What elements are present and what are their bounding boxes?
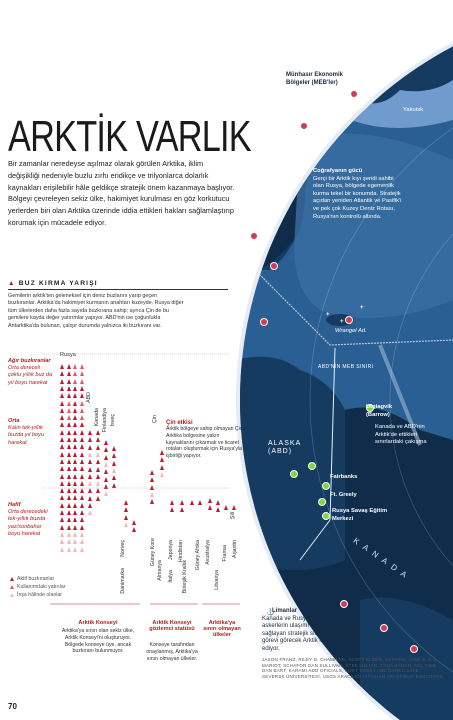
country-label: Almanya — [157, 560, 163, 581]
race-title: ▲ BUZ KIRMA YARIŞI — [8, 280, 98, 287]
country-label: Şili — [230, 512, 236, 520]
meb-annotation — [286, 72, 366, 125]
legend-active-icon — [10, 577, 14, 581]
country-label: Güney Afrika — [195, 540, 201, 571]
port-pin — [260, 318, 268, 326]
geo-text: Gerçi bir Arktik kıyı şeridi sahibi olan Rusya, bölgede egemenlik kurma tekel bir konumda. Stratejik açıdan yeniden Atlantik ve Pasifik'i ve pek çok Kuzey Deniz Rotası, Rusya'nın kontrolü altında. — [313, 175, 402, 220]
country-label: Finlandiya — [102, 408, 108, 433]
fairbanks-label: Fairbanks — [330, 474, 358, 480]
base-marker: + — [360, 305, 364, 311]
race-text: Gemilerin arktik'ten geleneksel için deniz buzlarını yarıp geçen buzkıranlar. Arktika'da hakimiyet kurmanın anahtarı kuzeyde. Rusya diğer tüm ülkelerden daha fazla sayıda buzkırana sahip; ayrıca Çin de bu gemilere kayda değer yatırımlar yapıyor. ABD'nin ise çoğunlukla Antarktika'da bulunan, çalışır durumda yalnızca iki buzkıranı var. — [8, 293, 184, 329]
china-title: Çin etkisi — [166, 420, 193, 426]
china-note — [166, 420, 248, 460]
port-pin — [380, 624, 388, 632]
country-label: Birleşik Krallık — [182, 560, 188, 594]
category-medium-name: Orta — [8, 418, 20, 424]
country-label: Norveç — [120, 540, 126, 557]
category-heavy-desc: Orta dereceli çoklu yıllık buz da yıl boyu harekat — [8, 365, 53, 386]
wrangel-pin — [345, 316, 353, 324]
overlap-label: Kanada ve ABD'nin Arktik'de ettikleri sınırlardaki çakışma — [375, 424, 427, 446]
anchor-icon: ⚓ — [266, 609, 275, 616]
port-pin — [410, 645, 418, 653]
credits: JASON FRANZ, RILEY D. CHAMPINE, SCOTT ELDER, KATRINA, JANE S. & S. MARIOT; SCHAFOR DAN SULLIVAN, STEE LILLIAN, ZOHA ZAMAN, SEL TIME, DAN BART, KARAMI ADD OFICIALS, KURT YOCKY ABD DARES SAFE, SEVERSK ÜNİVERSİTESİ, USGS ARACILIĞI İSTİAHAN ARAŞTIRMA ENSTİTÜSÜ — [262, 657, 444, 679]
greely-pin — [318, 498, 326, 506]
legend-active — [10, 576, 54, 582]
fairbanks-pin — [322, 482, 330, 490]
group-observer-title: Arktik Konseyi gözlemci statüsü — [149, 620, 195, 632]
meb-text: Ülkeler, kıyılarından en fazla 200 deniz mili uzaklıktaki deniz yatakları ve doğal kaynak alanları üzerinde yetkisine sahip. — [286, 87, 362, 124]
country-label: Danimarka — [120, 568, 126, 594]
yakutsk-label: Yakutsk — [403, 107, 424, 113]
country-label: Fransa — [222, 545, 228, 562]
group-observer-text: Konseye tarafından onaylanmış, Arktika'ya sınırı olmayan ülkeler. — [146, 642, 198, 662]
alaska-label: ALASKA (ABD) — [268, 440, 301, 455]
group-council-text: Arktika'ya sınırı olan sekiz ülke, Arktik Konseyi'ni oluşturuyor. Bölgede konseye üye, ancak buzkıranı bulunmuyor. — [61, 628, 135, 655]
ports-annotation — [262, 608, 362, 654]
country-label: Arjantin — [232, 540, 238, 558]
country-label: Litvanya — [214, 570, 220, 590]
category-light-desc: Orta derecedeki tek-yıllık buzda yaz/sonbahar boyu harekat — [8, 509, 48, 537]
section-rule — [8, 289, 228, 290]
intro-text: Bir zamanlar neredeyse aşılmaz olarak görülen Arktika, iklim değişikliği nedeniyle buzlu zırhı eridikçe ve trilyonlarca dolarlık kaynakları erişilebilir hâle geldikçe stratejik önem kazanmaya başlıyor. Bölgeyi çevreleyen sekiz ülke, hakimiyet kurulması en göz korkutucu yerlerden biri olan Arktika üzerinde iddia ettikleri hakları sağlamlaştırıp korumak için mücadele ediyor. — [8, 159, 235, 227]
china-text: Arktik bölgeye sahip olmayan Çin, Arktika bölgesine yakın kaynaklarını çıkarmak ve ticaret rotaları oluşturmak için Rusya'yla işbirliği yapıyor. — [166, 426, 245, 460]
greely-label: Ft. Greely — [330, 492, 357, 498]
ports-title: Limanlar — [272, 608, 298, 614]
page-title: ARKTİK VARLIK — [8, 112, 251, 161]
geo-title: Coğrafyanın gücü — [313, 168, 363, 174]
country-label-rusya: Rusya — [60, 352, 76, 358]
legend-building-icon — [10, 593, 14, 597]
eez-border-label: ABD'NİN MEB SINIRI — [318, 364, 374, 370]
training-label: Rusya Savaş Eğitim Merkezi — [332, 508, 388, 522]
wrangel-label: Wrangel Ad. — [335, 328, 367, 334]
base-marker: + — [326, 312, 330, 318]
country-label: Hindistan — [178, 540, 184, 563]
race-title-text: BUZ KIRMA YARIŞI — [18, 280, 98, 287]
category-light-name: Hafif — [8, 502, 21, 508]
category-medium-desc: Kalın tek-yıllık buzda yıl boyu harekat — [8, 425, 45, 446]
legend-inuse — [10, 584, 65, 590]
utqiagvik-label: Utqiagvik (Barrow) — [366, 404, 393, 418]
training-pin — [322, 512, 330, 520]
ports-text: Kanada ve Rusya, kargo ve askerlerin ulaşımı için yakıt ikmali sağlayan stratejik sıklama merkezleri görevi görecek Arktik limanları inşa ediyor. — [262, 615, 361, 652]
legend-building-text: İnşa hâlinde olanlar — [17, 592, 62, 598]
port-pin — [340, 600, 348, 608]
legend-building — [10, 592, 62, 598]
port-pin — [270, 262, 278, 270]
category-heavy-name: Ağır buzkıranlar — [8, 358, 51, 364]
page-number: 70 — [8, 702, 17, 711]
meb-title: Münhasır Ekonomik Bölgeler (MEB'ler) — [286, 72, 344, 86]
kanada-label: KANADA — [351, 536, 414, 583]
port-pin — [250, 232, 258, 240]
base-pin — [308, 462, 316, 470]
country-label: Çin — [152, 415, 158, 423]
country-label: İsveç — [110, 414, 116, 427]
country-label: İtalya — [168, 570, 174, 583]
country-label: ABD — [86, 392, 92, 403]
legend-inuse-text: Kullanımdaki yatırılar — [17, 584, 66, 590]
group-council-title: Arktik Konseyi — [78, 620, 118, 626]
country-label: Kanada — [94, 408, 100, 427]
base-pin — [290, 470, 298, 478]
group-nonborder-title: Arktika'ya sınırı olmayan ülkeler — [203, 620, 241, 638]
legend-active-text: Aktif buzkıranlar — [17, 576, 55, 582]
country-label: Avustralya — [205, 540, 211, 565]
legend-inuse-icon — [10, 585, 14, 589]
geo-annotation — [313, 168, 405, 221]
base-marker: + — [340, 319, 344, 325]
country-label: Japonya — [168, 540, 174, 561]
country-label: Güney Kore — [150, 538, 156, 567]
